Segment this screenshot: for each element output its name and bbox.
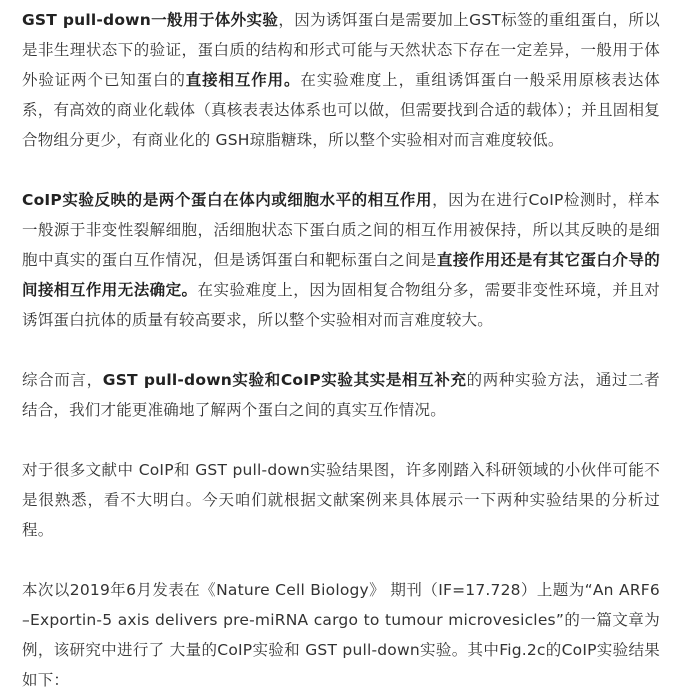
paragraph-intro-cases: [22, 455, 660, 545]
text-bold: CoIP实验反映的是两个蛋白在体内或细胞水平的相互作用: [22, 191, 433, 209]
text-plain: 本次以2019年6月发表在《Nature Cell Biology》 期刊（IF=17.728）上题为“An ARF6–Exportin-5 axis delivers pre-miRNA cargo to tumour microvesicles”的一篇文章为例，该研究中进行了 大量的CoIP实验和 GST pull-down实验。其中Fig.2c的CoIP实验结果如下：: [22, 581, 660, 689]
text-plain: 的两种实验方法，通过二者结合，我们才能更准确地了解两个蛋白之间的真实互作情况。: [22, 371, 660, 419]
text-bold: 直接作用还是有其它蛋白介导的间接相互作用无法确定。: [22, 251, 660, 299]
text-plain: 对于很多文献中 CoIP和 GST pull-down实验结果图，许多刚踏入科研领域的小伙伴可能不是很熟悉，看不大明白。今天咱们就根据文献案例来具体展示一下两种实验结果的分析过程。: [22, 461, 660, 539]
text-plain: 在实验难度上，因为固相复合物组分多，需要非变性环境，并且对诱饵蛋白抗体的质量有较高要求，所以整个实验相对而言难度较大。: [22, 281, 661, 329]
text-plain: ，因为在进行CoIP检测时，样本一般源于非变性裂解细胞，活细胞状态下蛋白质之间的相互作用被保持，所以其反映的是细胞中真实的蛋白互作情况，但是诱饵蛋白和靶标蛋白之间是: [22, 191, 660, 269]
text-bold: GST pull-down实验和CoIP实验其实是相互补充: [102, 371, 467, 389]
paragraph-coip: [22, 185, 660, 335]
paragraph-gst-pulldown: [22, 5, 660, 155]
paragraph-paper-example: [22, 575, 660, 695]
text-plain: 在实验难度上，重组诱饵蛋白一般采用原核表达体系，有高效的商业化载体（真核表表达体系也可以做，但需要找到合适的载体）；并且固相复合物组分更少，有商业化的 GSH琼脂糖珠，所以整个实验相对而言难度较低。: [22, 71, 660, 149]
text-bold: 直接相互作用。: [185, 71, 301, 89]
paragraph-summary: [22, 365, 660, 425]
text-bold: GST pull-down一般用于体外实验: [22, 11, 279, 29]
text-plain: ，因为诱饵蛋白是需要加上GST标签的重组蛋白，所以是非生理状态下的验证，蛋白质的结构和形式可能与天然状态下存在一定差异，一般用于体外验证两个已知蛋白的: [22, 11, 660, 89]
text-plain: 综合而言，: [22, 371, 103, 389]
